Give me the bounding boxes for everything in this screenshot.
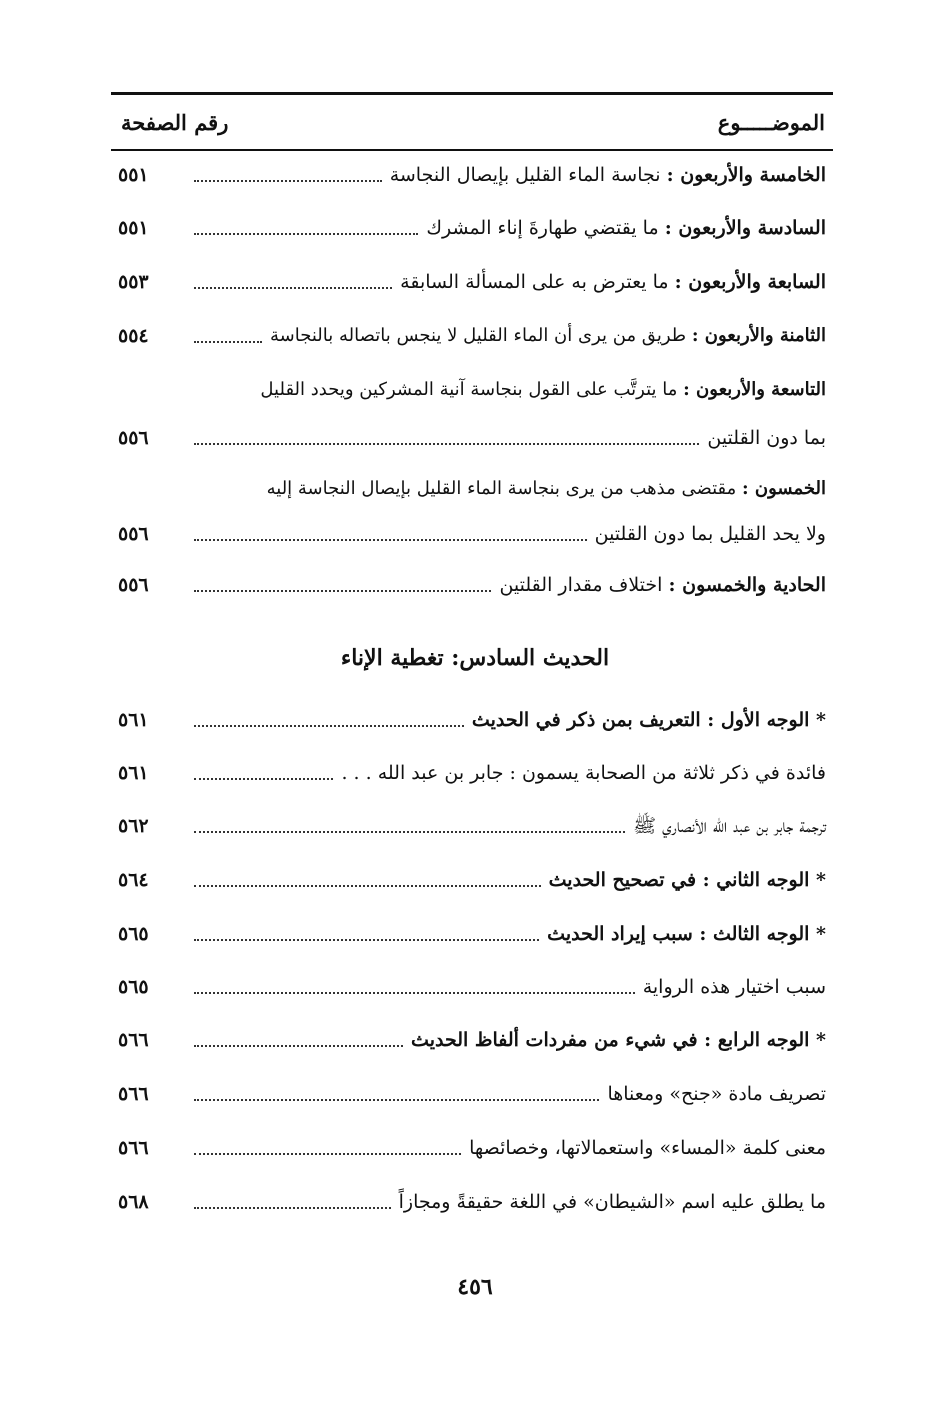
header-rule [111, 149, 833, 151]
entry-title: * الوجه الثاني : في تصحيح الحديث [548, 869, 826, 891]
entry-page: ٥٦٢ [118, 815, 149, 837]
entry-label: الخمسون : [742, 478, 826, 499]
toc-entry [118, 806, 826, 846]
entry-page: ٥٦٦ [118, 1083, 149, 1105]
dot-leader [194, 514, 587, 554]
toc-entry [118, 316, 826, 356]
toc-entry [118, 155, 826, 195]
entry-page: ٥٦٥ [118, 976, 149, 998]
section-title: الحديث السادس: تغطية الإناء [340, 645, 610, 671]
dot-leader [194, 1074, 599, 1114]
entry-label: الحادية والخمسون : [668, 574, 826, 596]
dot-leader [194, 1182, 391, 1222]
entry-page: ٥٥٤ [118, 325, 149, 347]
dot-leader [194, 565, 491, 605]
entry-title: ما يقتضي طهارةَ إناء المشرك [426, 217, 659, 239]
toc-entry [118, 1128, 826, 1168]
toc-entry [118, 208, 826, 248]
dot-leader [194, 1128, 461, 1168]
entry-page: ٥٥١ [118, 164, 149, 186]
dot-leader [194, 208, 418, 248]
toc-entry-line [118, 469, 826, 509]
entry-title: * الوجه الأول : التعريف بمن ذكر في الحديث [471, 709, 826, 731]
entry-title: نجاسة الماء القليل بإيصال النجاسة [389, 164, 661, 186]
entry-title: * الوجه الرابع : في شيء من مفردات ألفاظ الحديث [411, 1029, 826, 1051]
entry-page: ٥٦٤ [118, 869, 149, 891]
dot-leader [194, 967, 635, 1007]
dot-leader [194, 262, 392, 302]
dot-leader [194, 1020, 403, 1060]
entry-title: سبب اختيار هذه الرواية [642, 976, 826, 998]
entry-page: ٥٥٦ [118, 574, 149, 596]
entry-page: ٥٥٦ [118, 523, 149, 545]
entry-title: فائدة في ذكر ثلاثة من الصحابة يسمون : جابر بن عبد الله . . . [341, 762, 826, 784]
entry-label: السابعة والأربعون : [674, 271, 826, 293]
entry-page: ٥٦٦ [118, 1137, 149, 1159]
entry-page: ٥٥١ [118, 217, 149, 239]
entry-label: التاسعة والأربعون : [683, 379, 826, 400]
entry-page: ٥٦١ [118, 709, 149, 731]
dot-leader [194, 806, 625, 846]
toc-entry [118, 565, 826, 605]
entry-title: ما يترتَّب على القول بنجاسة آنية المشركين ويحدد القليل [260, 379, 678, 400]
dot-leader [194, 316, 262, 356]
toc-entry-line [118, 370, 826, 410]
entry-title: ما يطلق عليه اسم «الشيطان» في اللغة حقيقةً ومجازاً [398, 1191, 826, 1213]
entry-page: ٥٥٦ [118, 427, 149, 449]
entry-title: ما يعترض به على المسألة السابقة [400, 271, 669, 293]
page-column-header: رقم الصفحة [121, 110, 229, 135]
dot-leader [194, 860, 541, 900]
entry-label: الخامسة والأربعون : [666, 164, 826, 186]
toc-entry [118, 700, 826, 740]
toc-entry [118, 967, 826, 1007]
dot-leader [194, 914, 539, 954]
toc-entry [118, 262, 826, 302]
entry-title: طريق من يرى أن الماء القليل لا ينجس باتصاله بالنجاسة [270, 325, 687, 346]
toc-entry [118, 914, 826, 954]
dot-leader [194, 700, 464, 740]
top-rule [111, 92, 833, 95]
entry-title: مقتضى مذهب من يرى بنجاسة الماء القليل بإيصال النجاسة إليه [266, 478, 737, 499]
toc-entry [118, 753, 826, 793]
toc-entry [118, 860, 826, 900]
entry-title-continued: ولا يحد القليل بما دون القلتين [594, 523, 826, 545]
entry-title: * الوجه الثالث : سبب إيراد الحديث [547, 923, 826, 945]
toc-entry [118, 418, 826, 458]
toc-entry [118, 514, 826, 554]
entry-title: معنى كلمة «المساء» واستعمالاتها، وخصائصها [469, 1137, 826, 1159]
toc-entry [118, 1074, 826, 1114]
entry-label: السادسة والأربعون : [664, 217, 826, 239]
entry-title: تصريف مادة «جنح» ومعناها [607, 1083, 826, 1105]
toc-entry [118, 1182, 826, 1222]
entry-page: ٥٦٥ [118, 923, 149, 945]
entry-title-continued: بما دون القلتين [707, 427, 826, 449]
page-number: ٤٥٦ [457, 1274, 493, 1300]
entry-label: الثامنة والأربعون : [691, 325, 826, 346]
entry-title: ترجمة جابر بن عبد الله الأنصاري ﷺ [633, 815, 826, 837]
dot-leader [194, 753, 333, 793]
entry-page: ٥٦١ [118, 762, 149, 784]
entry-title: اختلاف مقدار القلتين [499, 574, 663, 596]
entry-page: ٥٦٨ [118, 1191, 149, 1213]
dot-leader [194, 155, 382, 195]
entry-page: ٥٥٣ [118, 271, 149, 293]
topic-column-header: الموضـــــوع [717, 110, 825, 135]
toc-entry [118, 1020, 826, 1060]
dot-leader [194, 418, 699, 458]
entry-page: ٥٦٦ [118, 1029, 149, 1051]
